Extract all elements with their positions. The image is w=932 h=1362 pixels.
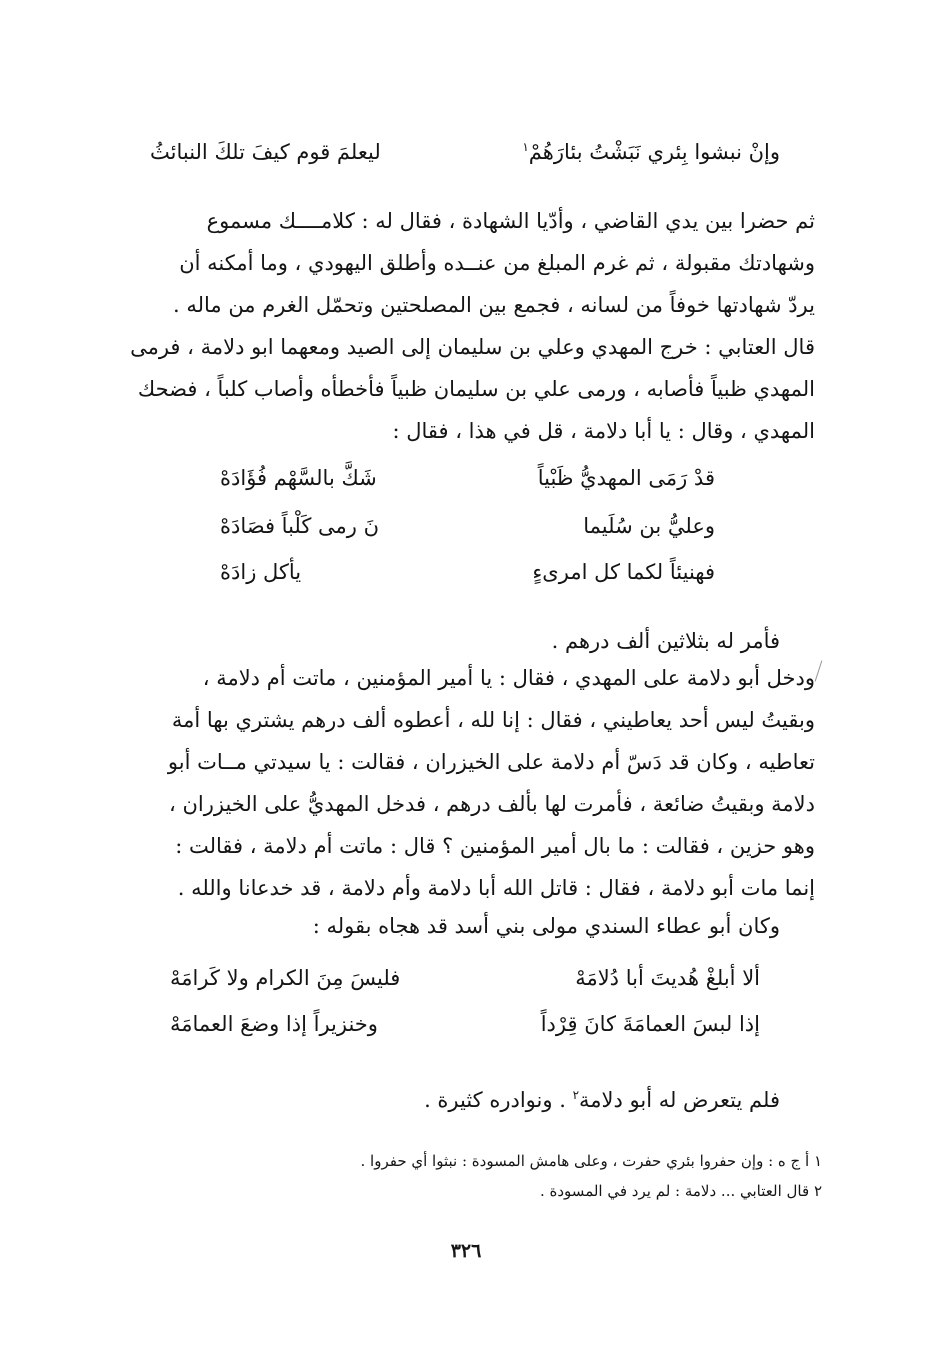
paragraph-text-tail: . ونوادره كثيرة . (424, 1088, 566, 1112)
poem-2-verse (170, 966, 760, 1002)
verse-hemistich-right: إذا لبسَ العمامَةَ كانَ قِرْداً (540, 1012, 760, 1036)
paragraph-text: فلم يتعرض له أبو دلامة (579, 1088, 780, 1112)
footnote-1: ١ أ ج ه : وإن حفروا بئري حفرت ، وعلى هامش المسودة : نبثوا أي حفروا . (360, 1152, 822, 1170)
paragraph-5 (280, 905, 780, 947)
verse-hemistich-left: وخنزيراً إذا وضعَ العمامَهْ (170, 1012, 378, 1036)
verse-hemistich-right: وعليُّ بن سُلَيما (583, 514, 715, 538)
verse-hemistich-left: نَ رمى كَلْباً فصَادَهْ (220, 514, 380, 538)
verse-hemistich-right: قدْ رَمَى المهديُّ ظَبْياً (537, 466, 715, 490)
text-line: وهو حزين ، فقالت : ما بال أمير المؤمنين ؟ قال : ماتت أم دلامة ، فقالت : (175, 834, 815, 858)
text-line: قال العتابي : خرج المهدي وعلي بن سليمان إلى الصيد ومعهما ابو دلامة ، فرمى (130, 335, 815, 359)
verse-hemistich-left: شَكَّ بالسَّهْم فُؤَادَهْ (220, 466, 377, 490)
poem-1-verse (220, 466, 715, 502)
scan-mark (815, 660, 823, 681)
text-line: وبقيتُ ليس أحد يعاطيني ، فقال : إنا لله ، أعطوه ألف درهم يشتري بها أمة (171, 708, 815, 732)
text-line: تعاطيه ، وكان قد دَسّ أم دلامة على الخيزران ، فقالت : يا سيدتي مــات أبو (167, 750, 815, 774)
verse-hemistich-right: ألا أبلغْ هُديتَ أبا دُلامَهْ (575, 966, 760, 990)
poem-1-verse (220, 514, 715, 550)
text-line: المهدي ، وقال : يا أبا دلامة ، قل في هذا ، فقال : (392, 419, 815, 443)
footnote-marker: ١ (522, 140, 529, 154)
text-line: إنما مات أبو دلامة ، فقال : قاتل الله أبا دلامة وأم دلامة ، قد خدعانا والله . (177, 876, 815, 900)
verse-text: وإنْ نبشوا بِئري نَبَشْتُ بئارَهُمْ (528, 140, 780, 164)
paragraph-6 (380, 1074, 780, 1121)
paragraph-4 (110, 657, 815, 909)
text-line: دلامة وبقيتُ ضائعة ، فأمرت لها بألف درهم ، فدخل المهديُّ على الخيزران ، (169, 792, 815, 816)
paragraph-3 (400, 620, 780, 662)
top-verse (150, 140, 780, 176)
verse-hemistich-left: فليسَ مِنَ الكرام ولا كَرامَهْ (170, 966, 401, 990)
footnote-marker: ٢ (572, 1088, 580, 1102)
text-line: وشهادتك مقبولة ، ثم غرم المبلغ من عنــده وأطلق اليهودي ، وما أمكنه أن (179, 251, 815, 275)
paragraph-1 (150, 200, 815, 326)
verse-hemistich-left: يأكل زادَهْ (220, 560, 302, 584)
poem-1-verse (220, 560, 715, 596)
text-line: يردّ شهادتها خوفاً من لسانه ، فجمع بين المصلحتين وتحمّل الغرم من ماله . (172, 293, 815, 317)
text-line: المهدي ظبياً فأصابه ، ورمى علي بن سليمان ظبياً فأخطأه وأصاب كلباً ، فضحك (137, 377, 815, 401)
footnote-2: ٢ قال العتابي ... دلامة : لم يرد في المسودة . (539, 1182, 822, 1200)
text-line (380, 1074, 780, 1121)
text-line: ودخل أبو دلامة على المهدي ، فقال : يا أمير المؤمنين ، ماتت أم دلامة ، (202, 666, 815, 690)
poem-2-verse (170, 1012, 760, 1048)
verse-hemistich-left: ليعلمَ قوم كيفَ تلكَ النبائثُ (150, 140, 381, 164)
verse-hemistich-right: فهنيئاً لكما كل امرىءٍ (532, 560, 715, 584)
page-number: ٣٢٦ (450, 1240, 482, 1262)
text-line: ثم حضرا بين يدي القاضي ، وأدّيا الشهادة ، فقال له : كلامــــك مسموع (206, 209, 815, 233)
verse-hemistich-right (522, 140, 780, 164)
text-line: فأمر له بثلاثين ألف درهم . (551, 629, 780, 653)
text-line: وكان أبو عطاء السندي مولى بني أسد قد هجاه بقوله : (312, 914, 780, 938)
paragraph-2 (115, 326, 815, 452)
